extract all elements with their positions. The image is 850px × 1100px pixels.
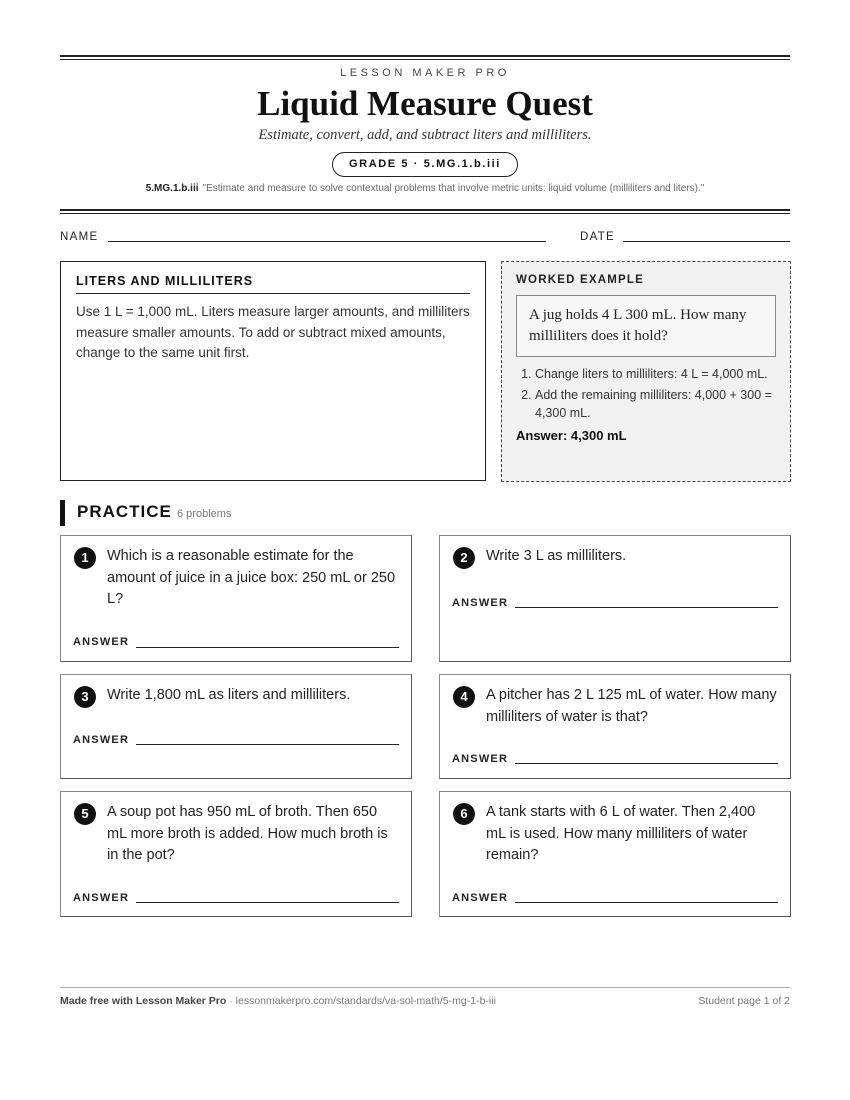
problem-text: A tank starts with 6 L of water. Then 2,400 mL is used. How many milliliters of water remain? xyxy=(486,804,756,863)
answer-label: ANSWER xyxy=(73,734,130,746)
footer-url[interactable]: · lessonmakerpro.com/standards/va-sol-math/5-mg-1-b-iii xyxy=(226,995,496,1007)
worked-example-steps xyxy=(516,365,776,422)
problem-card-3 xyxy=(60,674,412,779)
standard-line xyxy=(60,183,790,194)
answer-field-3[interactable] xyxy=(136,744,399,745)
answer-field-2[interactable] xyxy=(515,607,778,608)
worked-example-step: 2. Add the remaining milliliters: 4,000 + 300 = 4,300 mL. xyxy=(535,386,776,422)
date-label: DATE xyxy=(580,231,616,243)
problem-card-5 xyxy=(60,791,412,917)
worked-example-answer: Answer: 4,300 mL xyxy=(516,428,627,443)
concept-heading: LITERS AND MILLILITERS xyxy=(76,274,470,294)
practice-accent-bar xyxy=(60,500,65,526)
problem-number: 5 xyxy=(74,803,96,825)
concept-box xyxy=(60,261,486,481)
standard-code: 5.MG.1.b.iii xyxy=(145,183,199,194)
name-field[interactable] xyxy=(108,241,546,242)
name-label: NAME xyxy=(60,231,99,243)
problem-number: 4 xyxy=(453,686,475,708)
footer-rule xyxy=(60,987,790,988)
practice-count: 6 problems xyxy=(177,508,232,520)
page-subtitle: Estimate, convert, add, and subtract liters and milliliters. xyxy=(258,127,592,143)
worked-example-step: 1. Change liters to milliliters: 4 L = 4,000 mL. xyxy=(535,365,776,383)
header-top-rule xyxy=(60,55,790,60)
problem-text: A soup pot has 950 mL of broth. Then 650 mL more broth is added. How much broth is in the pot? xyxy=(107,804,388,863)
worked-example-box xyxy=(501,261,791,482)
practice-title: PRACTICE xyxy=(77,502,172,521)
concept-body: Use 1 L = 1,000 mL. Liters measure larger amounts, and milliliters measure smaller amounts. To add or subtract mixed amounts, change to the same unit first. xyxy=(76,304,470,360)
problem-text: A pitcher has 2 L 125 mL of water. How many milliliters of water is that? xyxy=(486,687,777,725)
standard-text: "Estimate and measure to solve contextual problems that involve metric units: liquid volume (milliliters and liters)." xyxy=(202,183,705,194)
answer-label: ANSWER xyxy=(452,892,509,904)
header-bottom-rule xyxy=(60,209,790,214)
problem-card-1 xyxy=(60,535,412,662)
problem-number: 2 xyxy=(453,547,475,569)
page-title: Liquid Measure Quest xyxy=(257,84,593,123)
worked-example-question: A jug holds 4 L 300 mL. How many milliliters does it hold? xyxy=(516,295,776,357)
problem-text: Write 1,800 mL as liters and milliliters. xyxy=(107,687,351,703)
problem-card-2 xyxy=(439,535,791,662)
brand-name: LESSON MAKER PRO xyxy=(340,67,510,79)
footer-page-number: Student page 1 of 2 xyxy=(698,995,790,1007)
problem-text: Which is a reasonable estimate for the amount of juice in a juice box: 250 mL or 250 L? xyxy=(107,548,396,607)
answer-field-1[interactable] xyxy=(136,647,399,648)
problem-number: 3 xyxy=(74,686,96,708)
answer-field-4[interactable] xyxy=(515,763,778,764)
problem-number: 1 xyxy=(74,547,96,569)
answer-label: ANSWER xyxy=(452,753,509,765)
grade-badge: GRADE 5 · 5.MG.1.b.iii xyxy=(332,152,518,177)
problem-card-6 xyxy=(439,791,791,917)
answer-label: ANSWER xyxy=(73,636,130,648)
date-field[interactable] xyxy=(623,241,790,242)
footer-credit xyxy=(60,995,496,1007)
footer-made-with: Made free with Lesson Maker Pro xyxy=(60,995,227,1007)
answer-label: ANSWER xyxy=(73,892,130,904)
answer-field-6[interactable] xyxy=(515,902,778,903)
problem-card-4 xyxy=(439,674,791,779)
problem-text: Write 3 L as milliliters. xyxy=(486,548,627,564)
answer-field-5[interactable] xyxy=(136,902,399,903)
worked-example-heading: WORKED EXAMPLE xyxy=(516,274,644,286)
answer-label: ANSWER xyxy=(452,597,509,609)
problem-number: 6 xyxy=(453,803,475,825)
